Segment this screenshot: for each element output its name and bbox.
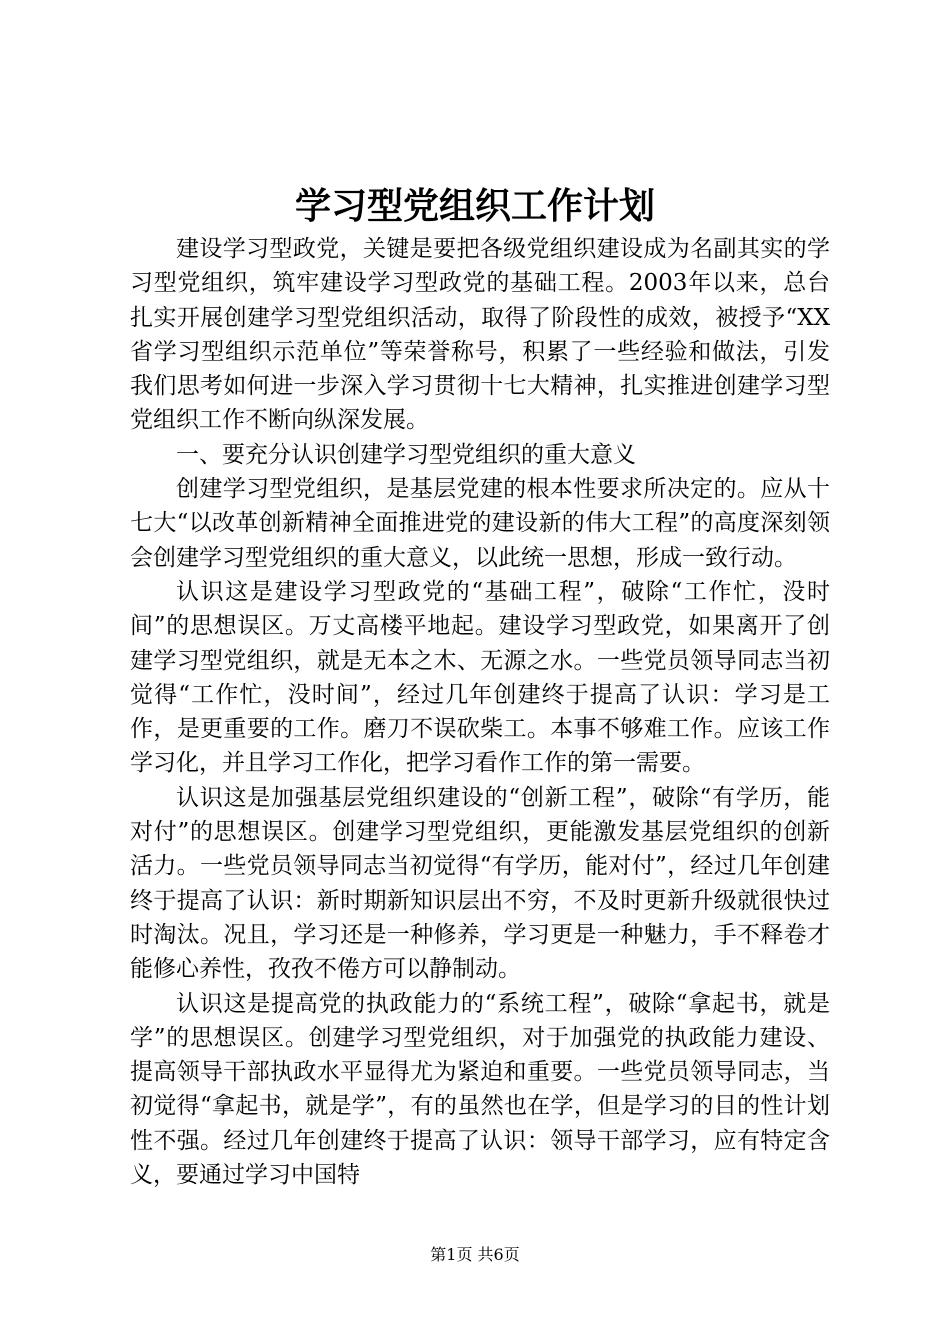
page-footer: 第1页 共6页	[430, 1245, 520, 1264]
section-heading-1: 一、要充分认识创建学习型党组织的重大意义	[176, 441, 636, 468]
paragraph-innovation-project: 认识这是加强基层党组织建设的“创新工程”，破除“有学历，能对付”的思想误区。创建学习型党组织，更能激发基层党组织的创新活力。一些党员领导同志当初觉得“有学历，能对付”，经过几年创建终于提高了认识：新时期新知识层出不穷，不及时更新升级就很快过时淘汰。况且，学习还是一种修养，学习更是一种魅力，手不释卷才能修心养性，孜孜不倦方可以静制动。	[130, 784, 830, 983]
document-body	[130, 232, 830, 1192]
paragraph-intro: 建设学习型政党，关键是要把各级党组织建设成为名副其实的学习型党组织，筑牢建设学习型政党的基础工程。2003年以来，总台扎实开展创建学习型党组织活动，取得了阶段性的成效，被授予“XX省学习型组织示范单位”等荣誉称号，积累了一些经验和做法，引发我们思考如何进一步深入学习贯彻十七大精神，扎实推进创建学习型党组织工作不断向纵深发展。	[130, 236, 830, 434]
paragraph-foundation-project: 认识这是建设学习型政党的“基础工程”，破除“工作忙，没时间”的思想误区。万丈高楼平地起。建设学习型政党，如果离开了创建学习型党组织，就是无本之木、无源之水。一些党员领导同志当初觉得“工作忙，没时间”，经过几年创建终于提高了认识：学习是工作，是更重要的工作。磨刀不误砍柴工。本事不够难工作。应该工作学习化，并且学习工作化，把学习看作工作的第一需要。	[130, 578, 830, 777]
document-title: 学习型党组织工作计划	[294, 185, 655, 227]
paragraph-systems-project: 认识这是提高党的执政能力的“系统工程”，破除“拿起书，就是学”的思想误区。创建学习型党组织，对于加强党的执政能力建设、提高领导干部执政水平显得尤为紧迫和重要。一些党员领导同志，当初觉得“拿起书，就是学”，有的虽然也在学，但是学习的目的性计划性不强。经过几年创建终于提高了认识：领导干部学习，应有特定含义，要通过学习中国特	[130, 990, 830, 1189]
paragraph-significance: 创建学习型党组织，是基层党建的根本性要求所决定的。应从十七大“以改革创新精神全面推进党的建设新的伟大工程”的高度深刻领会创建学习型党组织的重大意义，以此统一思想，形成一致行动。	[130, 476, 830, 571]
